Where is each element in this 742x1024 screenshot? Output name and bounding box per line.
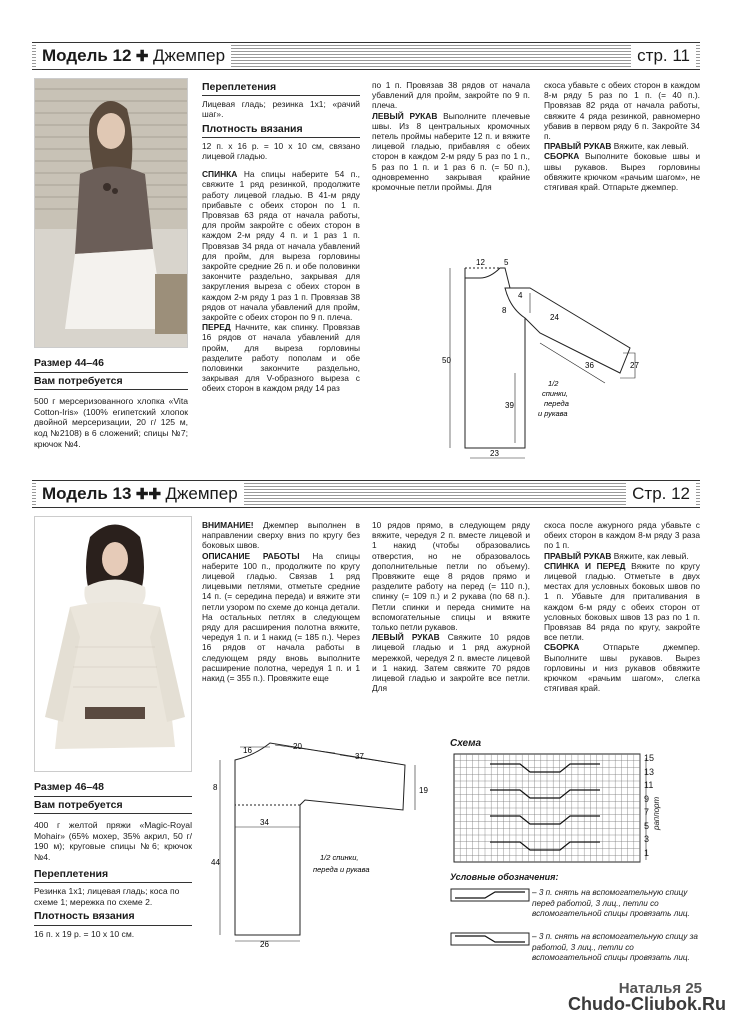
legend-text-2: – 3 п. снять на вспомогательную спицу за работой, 3 лиц., петли со вспомогательной спицы провязать лиц. <box>532 932 698 962</box>
model12-col4 <box>544 80 700 192</box>
schema12-d39: 39 <box>505 401 514 410</box>
model13-col2 <box>202 520 360 683</box>
chart-rapport: раппорт <box>652 796 661 830</box>
magazine-page: Наталья 25 <box>618 980 702 997</box>
schema12-d50: 50 <box>442 356 451 365</box>
chart-row: 7 <box>644 807 650 817</box>
chart-row: 9 <box>644 793 650 804</box>
legend-symbol-back <box>450 932 530 946</box>
model12-assembly-label: СБОРКА <box>544 151 580 162</box>
model12-col3-text: по 1 п. Провязав 38 рядов от начала убавлений для пройм, закройте по 9 п. плеча. <box>372 80 530 111</box>
model13-right-text: Вяжите, как левый. <box>611 550 689 561</box>
model13-desc-label: ОПИСАНИЕ РАБОТЫ <box>202 550 300 561</box>
model13-side <box>34 780 192 940</box>
schema13-note1: 1/2 спинки, <box>320 853 359 862</box>
legend-text-1: – 3 п. снять на вспомогательную спицу перед работой, 3 лиц., петли со вспомогательной спицы провязать лиц. <box>532 888 690 918</box>
schema12-note1: 1/2 <box>548 379 559 388</box>
knit-chart <box>450 752 660 867</box>
schema13-d26: 26 <box>260 940 269 949</box>
model12-header <box>32 42 700 70</box>
model12-title-box <box>36 45 231 67</box>
model13-col4 <box>544 520 700 693</box>
schema12-d23: 23 <box>490 449 499 458</box>
chart-row: 13 <box>644 766 655 777</box>
model13-assembly-label: СБОРКА <box>544 642 580 653</box>
schema13-d37: 37 <box>355 752 364 761</box>
model12-back-text: На спицы наберите 54 п., свяжите 1 ряд резинкой, продолжите работу лицевой гладью. В 41-м ряду прибавьте с обеих сторон по 1 п. Провязав 63 ряда от начала работы, для пройм закройте с обеих сторон в каждом 2-м ряду 4 п. и 1 раз 1 п. Провязав 34 ряда от начала убавлений для пройм, для выреза горловины закройте средние 26 п. и обе половинки закончите раздельно, закрывая для закругления выреза с обеих сторон в каждом 2-м ряду 1 раз 1 п. Провязав 38 рядов от начала убавлений для пройм, закройте с обеих сторон по 9 п. плеча. <box>202 169 360 323</box>
schema13-d16: 16 <box>243 746 252 755</box>
model13-col3 <box>372 520 530 693</box>
model12-density-text: 12 п. x 16 р. = 10 x 10 см, связано лицевой гладью. <box>202 140 360 162</box>
model12-weaves-text: Лицевая гладь; резинка 1x1; «рачий шаг». <box>202 99 360 120</box>
legend-title: Условные обозначения: <box>450 872 559 882</box>
chart-row: 1 <box>644 847 650 858</box>
model12-right-text: Вяжите, как левый. <box>611 141 689 152</box>
schema13-d8: 8 <box>213 783 218 792</box>
model13-header <box>32 480 700 508</box>
schema12-d5: 5 <box>504 258 509 267</box>
model13-weaves-title: Переплетения <box>34 867 109 880</box>
model12-left-text: Выполните плечевые швы. Из 8 центральных кромочных петель проймы наберите 12 п. и вяжите лицевой гладью, прибавляя с обеих сторон в каждом 2-м ряду 5 раз по 1 п., 5 раз по 1 п. и 1 раз 6 п. (= 50 п.), одновременно закрывая крайние кромочные петли проймы. Для <box>372 110 531 193</box>
schema12-note4: и рукава <box>538 409 568 418</box>
chart-row: 5 <box>644 820 650 831</box>
model13-kind: Джемпер <box>165 484 238 503</box>
schema13-d20: 20 <box>293 742 302 751</box>
model12-left-label: ЛЕВЫЙ РУКАВ <box>372 110 438 121</box>
model13-page: Стр. 12 <box>626 483 696 505</box>
schema12-note3: переда <box>544 399 569 408</box>
model12-density-title: Плотность вязания <box>202 122 303 135</box>
model13-stars: ✚✚ <box>135 486 162 503</box>
model12-col4-text: скоса убавьте с обеих сторон в каждом 8-м ряду 5 раз по 1 п. (= 40 п.). Провязав 82 ряда от начала работы, свяжите 4 ряда резинкой, равномерно убавив в первом ряду 6 п. Закройте 34 п. <box>544 80 700 142</box>
model12-title: Модель 12 <box>42 46 132 65</box>
model13-desc-text: На спицы наберите 100 п., продолжите по кругу лицевой гладью. Связав 1 ряд лицевыми петлями, отметьте средние 14 п. (= середина переда) и вяжите эти петли узором по схеме до конца детали. На остальных петлях в следующем ряду для расширения полотна вяжите, чередуя 1 п. и 1 накид (= 185 п.). Через 16 рядов от начала работы в следующем ряду вновь выполните расширение полотна, чередуя 1 п. и 1 накид (= 355 п.). Провяжите еще <box>202 550 361 684</box>
model13-title-box <box>36 483 244 505</box>
schema12-d8: 8 <box>502 306 507 315</box>
model12-need-title: Вам потребуется <box>34 374 123 387</box>
schema12-d12: 12 <box>476 258 485 267</box>
model13-schematic <box>205 735 430 950</box>
chart-title: Схема <box>450 738 482 749</box>
model13-col4-text: скоса после ажурного ряда убавьте с обеих сторон в каждом 8-м ряду 3 раза по 1 п. <box>544 520 700 551</box>
model12-stars: ✚ <box>135 48 149 65</box>
schema13-d34: 34 <box>260 818 269 827</box>
chart-row: 11 <box>644 780 654 790</box>
chart-row: 15 <box>644 753 655 763</box>
model12-col3 <box>372 80 530 192</box>
schema12-note2: спинки, <box>542 389 568 398</box>
model13-left-label: ЛЕВЫЙ РУКАВ <box>372 632 440 643</box>
schema12-d24: 24 <box>550 313 559 322</box>
chart-row: 3 <box>644 834 650 844</box>
model13-density-title: Плотность вязания <box>34 910 135 923</box>
model13-size: Размер 46–48 <box>34 781 104 793</box>
model13-need-text: 400 г желтой пряжи «Magic-Royal Mohair» (65% мохер, 35% акрил, 50 г/ 190 м); круговые спицы №6; крючок №4. <box>34 820 192 862</box>
schema12-d4: 4 <box>518 291 523 300</box>
model12-size: Размер 44–46 <box>34 357 104 369</box>
model13-left-text: Свяжите 10 рядов лицевой гладью и 1 ряд ажурной мережкой, чередуя 2 п. вместе лицевой и 1 накид. Затем свяжите 70 рядов лицевой гладью и закройте все петли. Для <box>372 632 530 694</box>
model13-col3-text: 10 рядов прямо, в следующем ряду вяжите, чередуя 2 п. вместе лицевой и 1 накид (чтобы образовались отверстия, но не образовалось дополнительные петли по объему). Провяжите еще 8 рядов прямо и разделите работу на перед (= 110 п.), спинку (= 109 п.) и 2 рукава (по 68 п.). Петли спинки и переда снимите на вспомогательные спицы и вяжите только петли рукавов. <box>372 520 530 633</box>
schema12-d36: 36 <box>585 361 594 370</box>
model13-need-title: Вам потребуется <box>34 798 123 811</box>
schema12-d27: 27 <box>630 361 639 370</box>
model12-page: стр. 11 <box>631 45 696 67</box>
site-watermark: Chudo-Cliubok.Ru <box>568 994 726 1014</box>
model12-front-text: Начните, как спинку. Провязав 16 рядов от начала убавлений для пройм, для выреза горловины разделите работу пополам и обе половинки закончите раздельно, закрывая для V-образного выреза с обеих сторон в каждом ряду 14 раз <box>202 322 360 394</box>
model12-weaves-title: Переплетения <box>202 81 277 93</box>
model13-title: Модель 13 <box>42 484 132 503</box>
schema13-note2: переда и рукава <box>313 865 370 874</box>
schema13-d44: 44 <box>211 858 220 867</box>
model12-front-label: ПЕРЕД <box>202 322 231 333</box>
model12-need-text: 500 г мерсеризованного хлопка «Vita Cotton-Iris» (100% египетский хлопок двойной мерсеризации, 20 г/ 125 м, код №2108) в 6 сложений; спицы №7; крючок №4. <box>34 396 188 449</box>
model12-side <box>34 356 188 449</box>
model12-back-label: СПИНКА <box>202 169 238 180</box>
legend-symbol-front <box>450 888 530 902</box>
model13-photo <box>34 516 192 772</box>
model12-photo <box>34 78 188 348</box>
model13-assembly-text: Отпарьте джемпер. Выполните швы рукавов. Вырез горловины и низ рукавов обвяжите крючком «рачьим шагом», слегка стягивая край. <box>544 642 700 694</box>
model12-right-label: ПРАВЫЙ РУКАВ <box>544 141 612 152</box>
model13-right-label: ПРАВЫЙ РУКАВ <box>544 550 612 561</box>
schema13-d19: 19 <box>419 786 428 795</box>
model12-schematic <box>430 258 660 468</box>
model13-sp-text: Вяжите по кругу лицевой гладью. Отметьте в двух местах для условных боковых швов по 1 п. Убавьте для приталивания в каждом 6-м ряду с обеих сторон от условных боковых швов 13 раз по 1 п. Провязав 84 ряда по кругу, закройте все петли. <box>544 560 700 643</box>
model13-weaves-text: Резинка 1x1; лицевая гладь; коса по схеме 1; мережка по схеме 2. <box>34 886 180 907</box>
model12-col2 <box>202 80 360 394</box>
model13-density-text: 16 п. x 19 р. = 10 x 10 см. <box>34 928 135 939</box>
model13-sp-label: СПИНКА И ПЕРЕД <box>544 560 626 571</box>
model13-attention-text: Джемпер выполнен в направлении сверху вниз по кругу без боковых швов. <box>202 520 360 551</box>
model12-kind: Джемпер <box>152 46 226 65</box>
model12-assembly-text: Выполните боковые швы и швы рукавов. Вырез горловины обвяжите крючком «рачьим шагом», не стягивая край. Отпарьте джемпер. <box>544 151 700 193</box>
model13-attention-label: ВНИМАНИЕ! <box>202 520 254 530</box>
